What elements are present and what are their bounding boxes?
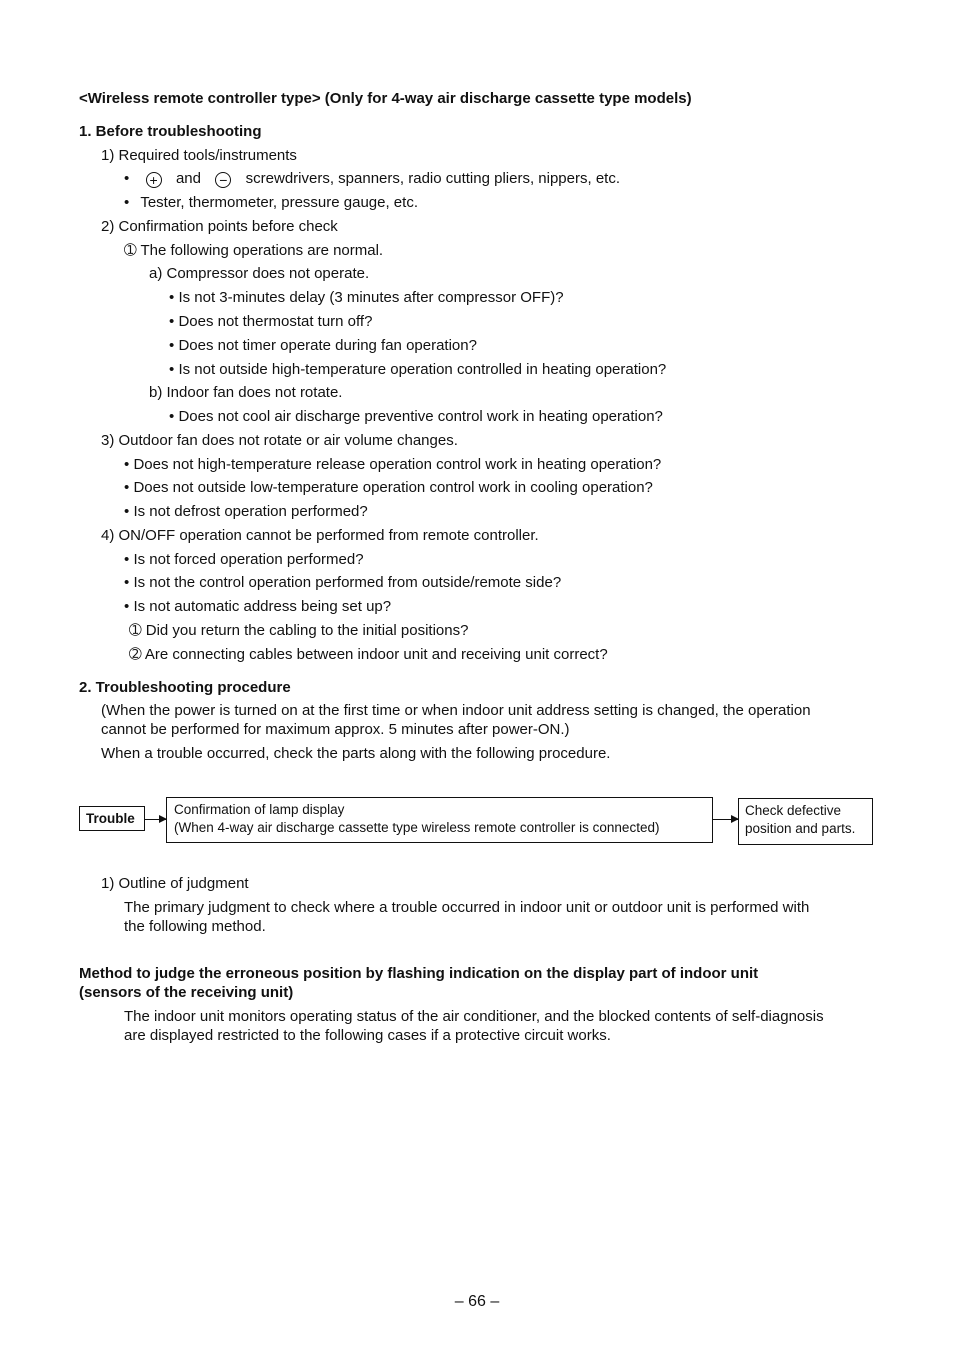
- item3-bullet-text: Does not high-temperature release operation control work in heating operation?: [133, 456, 662, 473]
- a-bullet-item: [169, 360, 666, 379]
- item4-numbered: ➁ Are connecting cables between indoor unit and receiving unit correct?: [129, 646, 608, 663]
- bullet-icon: •: [169, 289, 175, 306]
- bullet-icon: •: [169, 337, 175, 354]
- a-bullet-text: Does not timer operate during fan operation?: [178, 337, 477, 354]
- arrow-icon: [145, 819, 166, 820]
- outline-label: 1) Outline of judgment: [101, 875, 249, 892]
- item3-bullet-text: Does not outside low-temperature operation control work in cooling operation?: [133, 479, 653, 496]
- confirm-line2: (When 4-way air discharge cassette type wireless remote controller is connected): [174, 820, 660, 835]
- a-bullet-item: [169, 288, 564, 307]
- bullet-icon: •: [124, 479, 130, 496]
- item3-bullet-text: Is not defrost operation performed?: [133, 503, 368, 520]
- method-title-line2: (sensors of the receiving unit): [79, 984, 294, 1001]
- item4-bullet-text: Is not the control operation performed from outside/remote side?: [133, 574, 562, 591]
- item2-label: 2) Confirmation points before check: [101, 218, 338, 235]
- bullet-icon: •: [124, 456, 130, 473]
- confirm-line1: Confirmation of lamp display: [174, 802, 345, 817]
- item4-bullet-text: Is not forced operation performed?: [133, 551, 364, 568]
- check-line2: position and parts.: [745, 821, 856, 836]
- page-heading: <Wireless remote controller type> (Only for 4-way air discharge cassette type models): [79, 90, 692, 107]
- arrow-icon: [713, 819, 738, 820]
- trouble-label: Trouble: [86, 811, 135, 826]
- tools2-text: Tester, thermometer, pressure gauge, etc.: [140, 194, 418, 211]
- bullet-icon: •: [124, 194, 130, 211]
- method-title-line1: Method to judge the erroneous position by flashing indication on the display part of indoor unit: [79, 965, 759, 982]
- trouble-box: [79, 806, 145, 831]
- bullet-icon: •: [124, 551, 130, 568]
- item4-bullet-text: Is not automatic address being set up?: [133, 598, 392, 615]
- check-line1: Check defective: [745, 803, 842, 818]
- item2-b-label: b) Indoor fan does not rotate.: [149, 384, 343, 401]
- bullet-icon: •: [124, 170, 130, 187]
- item3-bullet: [124, 455, 661, 474]
- bullet-icon: •: [169, 408, 175, 425]
- a-bullet-item: [169, 336, 477, 355]
- section2-para2: When a trouble occurred, check the parts along with the following procedure.: [101, 745, 611, 762]
- item3-label: 3) Outdoor fan does not rotate or air volume changes.: [101, 432, 458, 449]
- bullet-icon: •: [124, 574, 130, 591]
- outline-line1: The primary judgment to check where a trouble occurred in indoor unit or outdoor unit is performed with: [124, 899, 810, 916]
- a-bullet-item: [169, 312, 372, 331]
- section1-title: 1. Before troubleshooting: [79, 123, 262, 140]
- bullet-icon: •: [169, 361, 175, 378]
- item4-bullet: [124, 597, 391, 616]
- b-bullet-item: [169, 407, 663, 426]
- item4-label: 4) ON/OFF operation cannot be performed from remote controller.: [101, 527, 539, 544]
- method-line1: The indoor unit monitors operating status of the air conditioner, and the blocked contents of self-diagnosis: [124, 1008, 824, 1025]
- outline-line2: the following method.: [124, 918, 266, 935]
- page-number: – 66 –: [454, 1293, 500, 1310]
- b-bullet-text: Does not cool air discharge preventive control work in heating operation?: [178, 408, 663, 425]
- section2-para1-line1: (When the power is turned on at the first time or when indoor unit address setting is changed, the operation: [101, 702, 811, 719]
- item4-bullet: [124, 573, 561, 592]
- a-bullet-text: Is not 3-minutes delay (3 minutes after compressor OFF)?: [178, 289, 564, 306]
- check-box: [738, 798, 873, 845]
- section2-title: 2. Troubleshooting procedure: [79, 679, 291, 696]
- section2-para1-line2: cannot be performed for maximum approx. 5 minutes after power-ON.): [101, 721, 570, 738]
- tools-line-1: [124, 169, 620, 188]
- item2-sub1: ➀ The following operations are normal.: [124, 242, 384, 259]
- tools-and-text: and: [175, 170, 201, 187]
- item4-bullet: [124, 550, 364, 569]
- bullet-icon: •: [169, 313, 175, 330]
- plus-circle-icon: +: [146, 172, 162, 188]
- item1-label: 1) Required tools/instruments: [101, 147, 297, 164]
- item4-numbered: ➀ Did you return the cabling to the initial positions?: [129, 622, 469, 639]
- confirm-box: [166, 797, 713, 843]
- tools-line-2: [124, 193, 418, 212]
- method-line2: are displayed restricted to the following cases if a protective circuit works.: [124, 1027, 611, 1044]
- minus-circle-icon: −: [215, 172, 231, 188]
- item3-bullet: [124, 502, 368, 521]
- item2-a-label: a) Compressor does not operate.: [149, 265, 370, 282]
- bullet-icon: •: [124, 598, 130, 615]
- a-bullet-text: Is not outside high-temperature operation controlled in heating operation?: [178, 361, 667, 378]
- item3-bullet: [124, 478, 653, 497]
- bullet-icon: •: [124, 503, 130, 520]
- tools-rest-text: screwdrivers, spanners, radio cutting pliers, nippers, etc.: [245, 170, 620, 187]
- a-bullet-text: Does not thermostat turn off?: [178, 313, 373, 330]
